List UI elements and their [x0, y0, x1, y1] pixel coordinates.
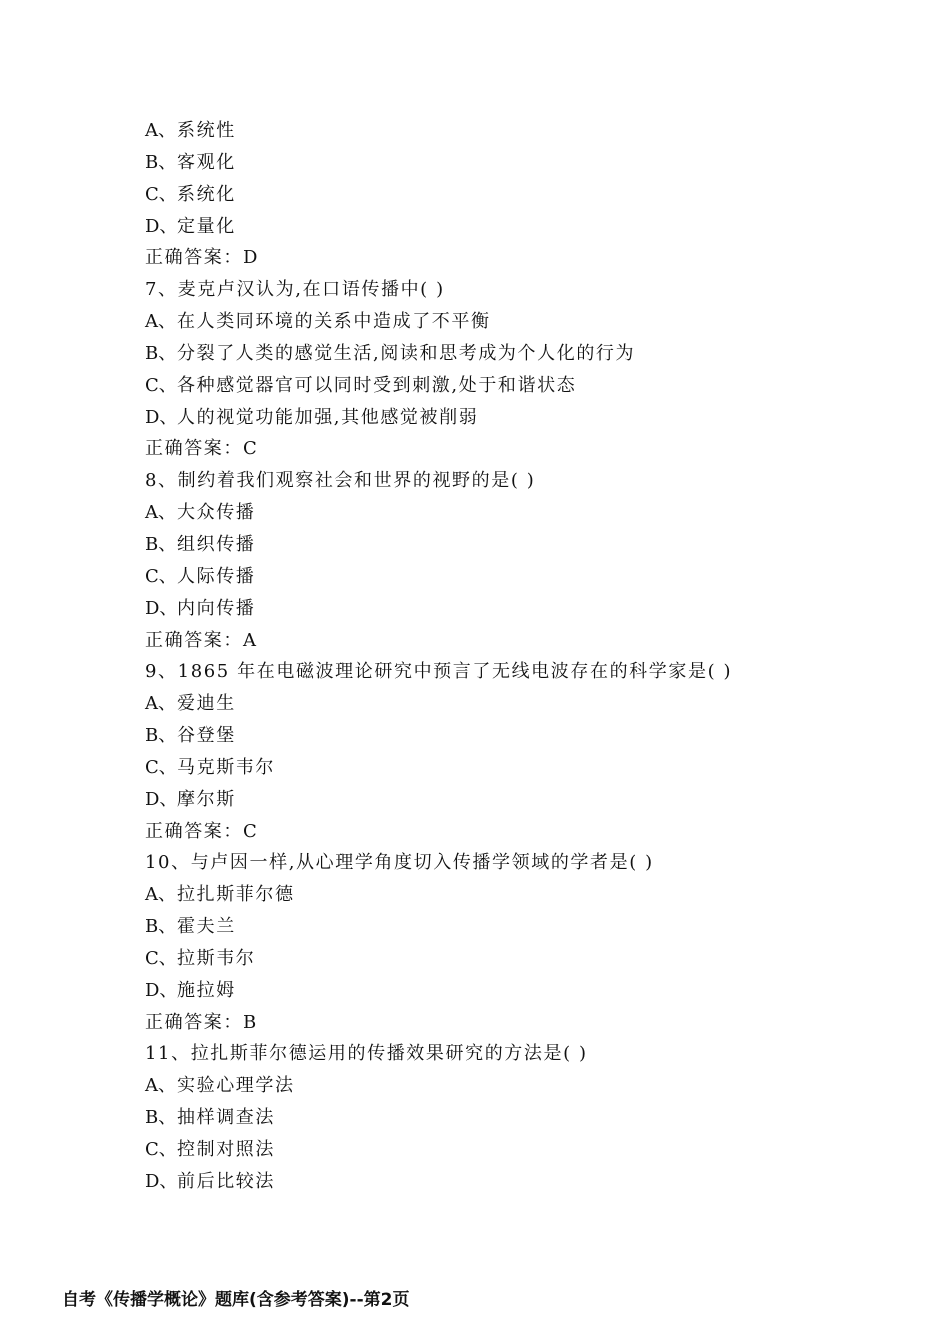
question-text: 11、拉扎斯菲尔德运用的传播效果研究的方法是( ) [145, 1043, 588, 1065]
option-label: D、 [145, 979, 178, 1001]
option-label: C、 [145, 1139, 177, 1160]
question-text: 7、麦克卢汉认为,在口语传播中( ) [145, 279, 445, 301]
option-text: 爱迪生 [177, 693, 236, 715]
correct-answer: 正确答案：A [145, 629, 258, 651]
answer-option [145, 370, 885, 402]
option-text: 抽样调查法 [177, 1107, 275, 1129]
correct-answer: 正确答案：C [145, 820, 259, 842]
answer-option [145, 1134, 885, 1166]
question-text: 8、制约着我们观察社会和世界的视野的是( ) [145, 470, 536, 492]
option-text: 系统化 [177, 183, 236, 205]
answer-option [145, 561, 885, 593]
option-label: B、 [145, 151, 177, 173]
correct-answer: 正确答案：D [145, 247, 260, 269]
answer-option [145, 179, 885, 211]
option-label: C、 [145, 565, 177, 587]
option-text: 霍夫兰 [177, 916, 236, 938]
question-text: 10、与卢因一样,从心理学角度切入传播学领域的学者是( ) [145, 852, 654, 874]
option-label: A、 [145, 693, 176, 715]
answer-option [145, 1102, 885, 1134]
answer-option [145, 306, 885, 338]
answer-option [145, 975, 885, 1007]
option-text: 组织传播 [177, 533, 256, 555]
option-label: B、 [145, 533, 177, 555]
option-label: A、 [145, 502, 176, 524]
option-label: B、 [145, 342, 177, 364]
page-footer: 自考《传播学概论》题库(含参考答案)--第2页 [62, 1290, 410, 1310]
answer-option [145, 911, 885, 943]
answer-option [145, 497, 885, 529]
option-label: D、 [145, 406, 178, 428]
option-label: D、 [145, 1170, 178, 1192]
option-label: C、 [145, 183, 177, 205]
answer-option [145, 338, 885, 370]
option-text: 大众传播 [177, 502, 256, 524]
option-text: 人的视觉功能加强,其他感觉被削弱 [177, 406, 479, 428]
question-list [145, 115, 885, 1198]
answer-option [145, 593, 885, 625]
answer-option [145, 115, 885, 147]
option-text: 定量化 [177, 215, 236, 237]
answer-option [145, 147, 885, 179]
answer-option [145, 211, 885, 243]
option-label: B、 [145, 916, 177, 938]
option-label: C、 [145, 947, 177, 969]
option-label: D、 [145, 215, 178, 237]
answer-option [145, 402, 885, 434]
option-text: 各种感觉器官可以同时受到刺激,处于和谐状态 [177, 374, 577, 396]
correct-answer: 正确答案：C [145, 438, 259, 460]
option-label: A、 [145, 120, 176, 141]
option-text: 客观化 [177, 151, 236, 173]
option-text: 控制对照法 [177, 1139, 275, 1160]
option-text: 拉斯韦尔 [177, 947, 256, 969]
option-text: 系统性 [177, 120, 236, 141]
option-text: 拉扎斯菲尔德 [177, 884, 295, 906]
option-label: A、 [145, 884, 176, 906]
option-text: 实验心理学法 [177, 1075, 295, 1097]
option-text: 在人类同环境的关系中造成了不平衡 [177, 311, 491, 333]
option-text: 前后比较法 [177, 1170, 275, 1192]
option-text: 施拉姆 [177, 979, 236, 1001]
answer-option [145, 943, 885, 975]
option-label: D、 [145, 788, 178, 810]
option-text: 内向传播 [177, 597, 256, 619]
answer-option [145, 752, 885, 784]
answer-option [145, 1166, 885, 1198]
option-text: 分裂了人类的感觉生活,阅读和思考成为个人化的行为 [177, 342, 636, 364]
answer-option [145, 688, 885, 720]
answer-option [145, 529, 885, 561]
option-text: 谷登堡 [177, 725, 236, 747]
option-text: 摩尔斯 [177, 788, 236, 810]
option-label: A、 [145, 311, 176, 333]
option-label: C、 [145, 374, 177, 396]
option-label: D、 [145, 597, 178, 619]
option-label: B、 [145, 1107, 177, 1129]
answer-option [145, 784, 885, 816]
option-text: 人际传播 [177, 565, 256, 587]
option-label: C、 [145, 756, 177, 778]
option-label: A、 [145, 1075, 176, 1097]
option-text: 马克斯韦尔 [177, 756, 275, 778]
option-label: B、 [145, 725, 177, 747]
question-text: 9、1865 年在电磁波理论研究中预言了无线电波存在的科学家是( ) [145, 661, 733, 683]
answer-option [145, 1070, 885, 1102]
correct-answer: 正确答案：B [145, 1011, 258, 1033]
answer-option [145, 720, 885, 752]
answer-option [145, 879, 885, 911]
